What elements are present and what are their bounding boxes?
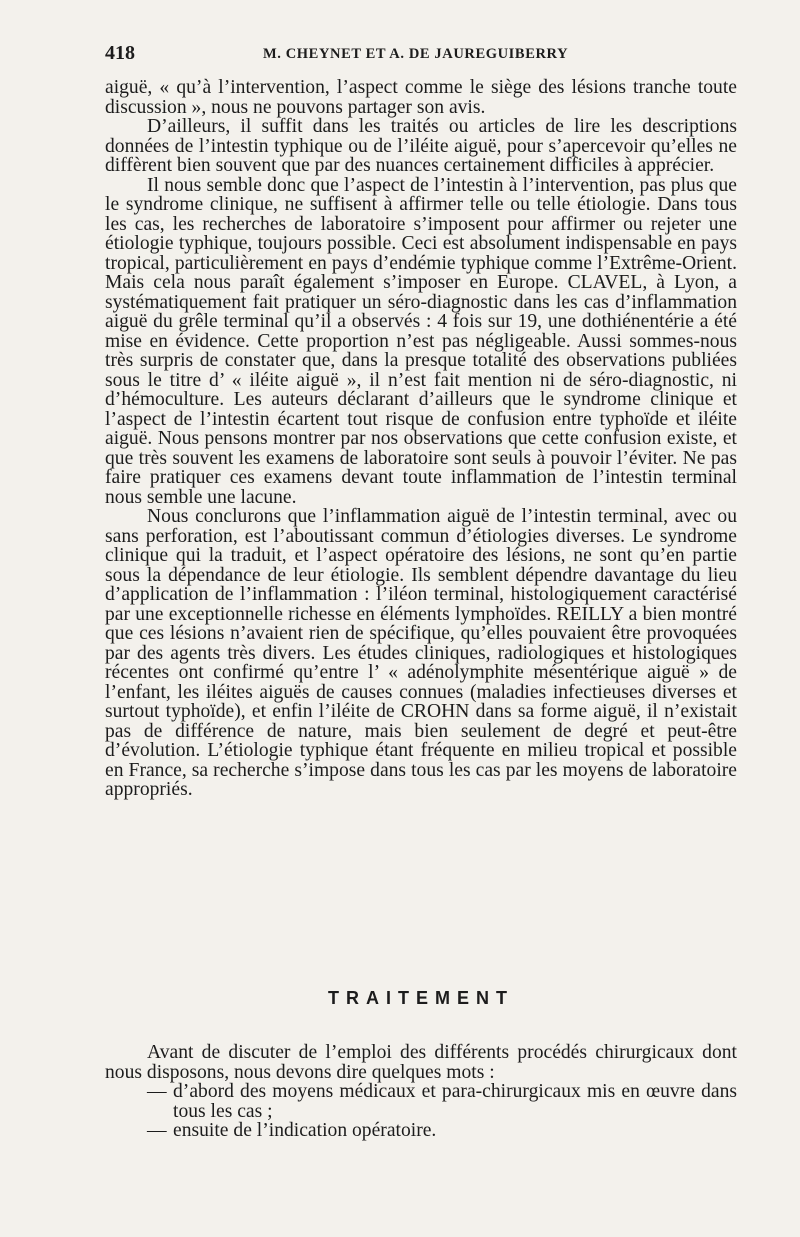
paragraph: D’ailleurs, il suffit dans les traités ou articles de lire les descriptions données de l’intestin typhique ou de l’iléite aiguë, pour s’apercevoir qu’elles ne diffèrent bien souvent que par des nuances certainement difficiles à apprécier. bbox=[105, 116, 737, 176]
running-head bbox=[105, 42, 737, 68]
body-text bbox=[105, 78, 737, 800]
list bbox=[105, 1082, 737, 1141]
paragraph: Il nous semble donc que l’aspect de l’intestin à l’intervention, pas plus que le syndrome clinique, ne suffisent à affirmer telle ou telle étiologie. Dans tous les cas, les recherches de laboratoire s’imposent pour affirmer ou rejeter une étiologie typhique, toujours possible. Ceci est absolument indispensable en pays tropical, particulièrement en pays d’endémie typhique comme l’Extrême-Orient. Mais cela nous paraît également s’imposer en Europe. CLAVEL, à Lyon, a systématiquement fait pratiquer un séro-diagnostic dans les cas d’inflammation aiguë du grêle terminal qu’il a observés : 4 fois sur 19, une dothiénentérie a été mise en évidence. Cette proportion n’est pas négligeable. Aussi sommes-nous très surpris de constater que, dans la presque totalité des observations publiées sous le titre d’ « iléite aiguë », il n’est fait mention ni de séro-diagnostic, ni d’hémoculture. Les auteurs déclarant d’ailleurs que le syndrome clinique et l’aspect de l’intestin écartent tout risque de confusion entre typhoïde et iléite aiguë. Nous pensons montrer par nos observations que cette confusion existe, et que très souvent les examens de laboratoire sont seuls à pouvoir l’éviter. Ne pas faire pratiquer ces examens devant toute inflammation de l’intestin terminal nous semble une lacune. bbox=[105, 174, 737, 508]
list-item bbox=[105, 1121, 737, 1141]
page-number: 418 bbox=[105, 42, 135, 64]
dash: — bbox=[147, 1081, 167, 1102]
list-item-text: ensuite de l’indication opératoire. bbox=[173, 1120, 437, 1141]
section-heading: TRAITEMENT bbox=[328, 988, 514, 1008]
section-intro: Avant de discuter de l’emploi des différents procédés chirurgicaux dont nous disposons, nous devons dire quelques mots : bbox=[105, 1042, 737, 1083]
list-item bbox=[105, 1082, 737, 1121]
paragraph: Nous conclurons que l’inflammation aiguë de l’intestin terminal, avec ou sans perforation, est l’aboutissant commun d’étiologies diverses. Le syndrome clinique qui la traduit, et l’aspect opératoire des lésions, ne sont qu’en partie sous la dépendance de leur étiologie. Ils semblent dépendre davantage du lieu d’application de l’inflammation : l’iléon terminal, histologiquement caractérisé par une exceptionnelle richesse en éléments lymphoïdes. REILLY a bien montré que ces lésions n’avaient rien de spécifique, qu’elles pouvaient être provoquées par des agents très divers. Les études cliniques, radiologiques et histologiques récentes ont confirmé qu’entre l’ « adénolymphite mésentérique aiguë » de l’enfant, les iléites aiguës de causes connues (maladies infectieuses diverses et surtout typhoïde), et enfin l’iléite de CROHN dans sa forme aiguë, il n’existait pas de différence de nature, mais bien seulement de degré et peut-être d’évolution. L’étiologie typhique étant fréquente en milieu tropical et possible en France, sa recherche s’impose dans tous les cas par les moyens de laboratoire appropriés. bbox=[105, 506, 737, 800]
dash: — bbox=[147, 1120, 167, 1141]
list-item-text: d’abord des moyens médicaux et para-chirurgicaux mis en œuvre dans tous les cas ; bbox=[173, 1081, 737, 1122]
paragraph: aiguë, « qu’à l’intervention, l’aspect comme le siège des lésions tranche toute discussion », nous ne pouvons partager son avis. bbox=[105, 77, 737, 118]
section-text bbox=[105, 1043, 737, 1141]
running-title: M. CHEYNET ET A. DE JAUREGUIBERRY bbox=[263, 46, 569, 62]
